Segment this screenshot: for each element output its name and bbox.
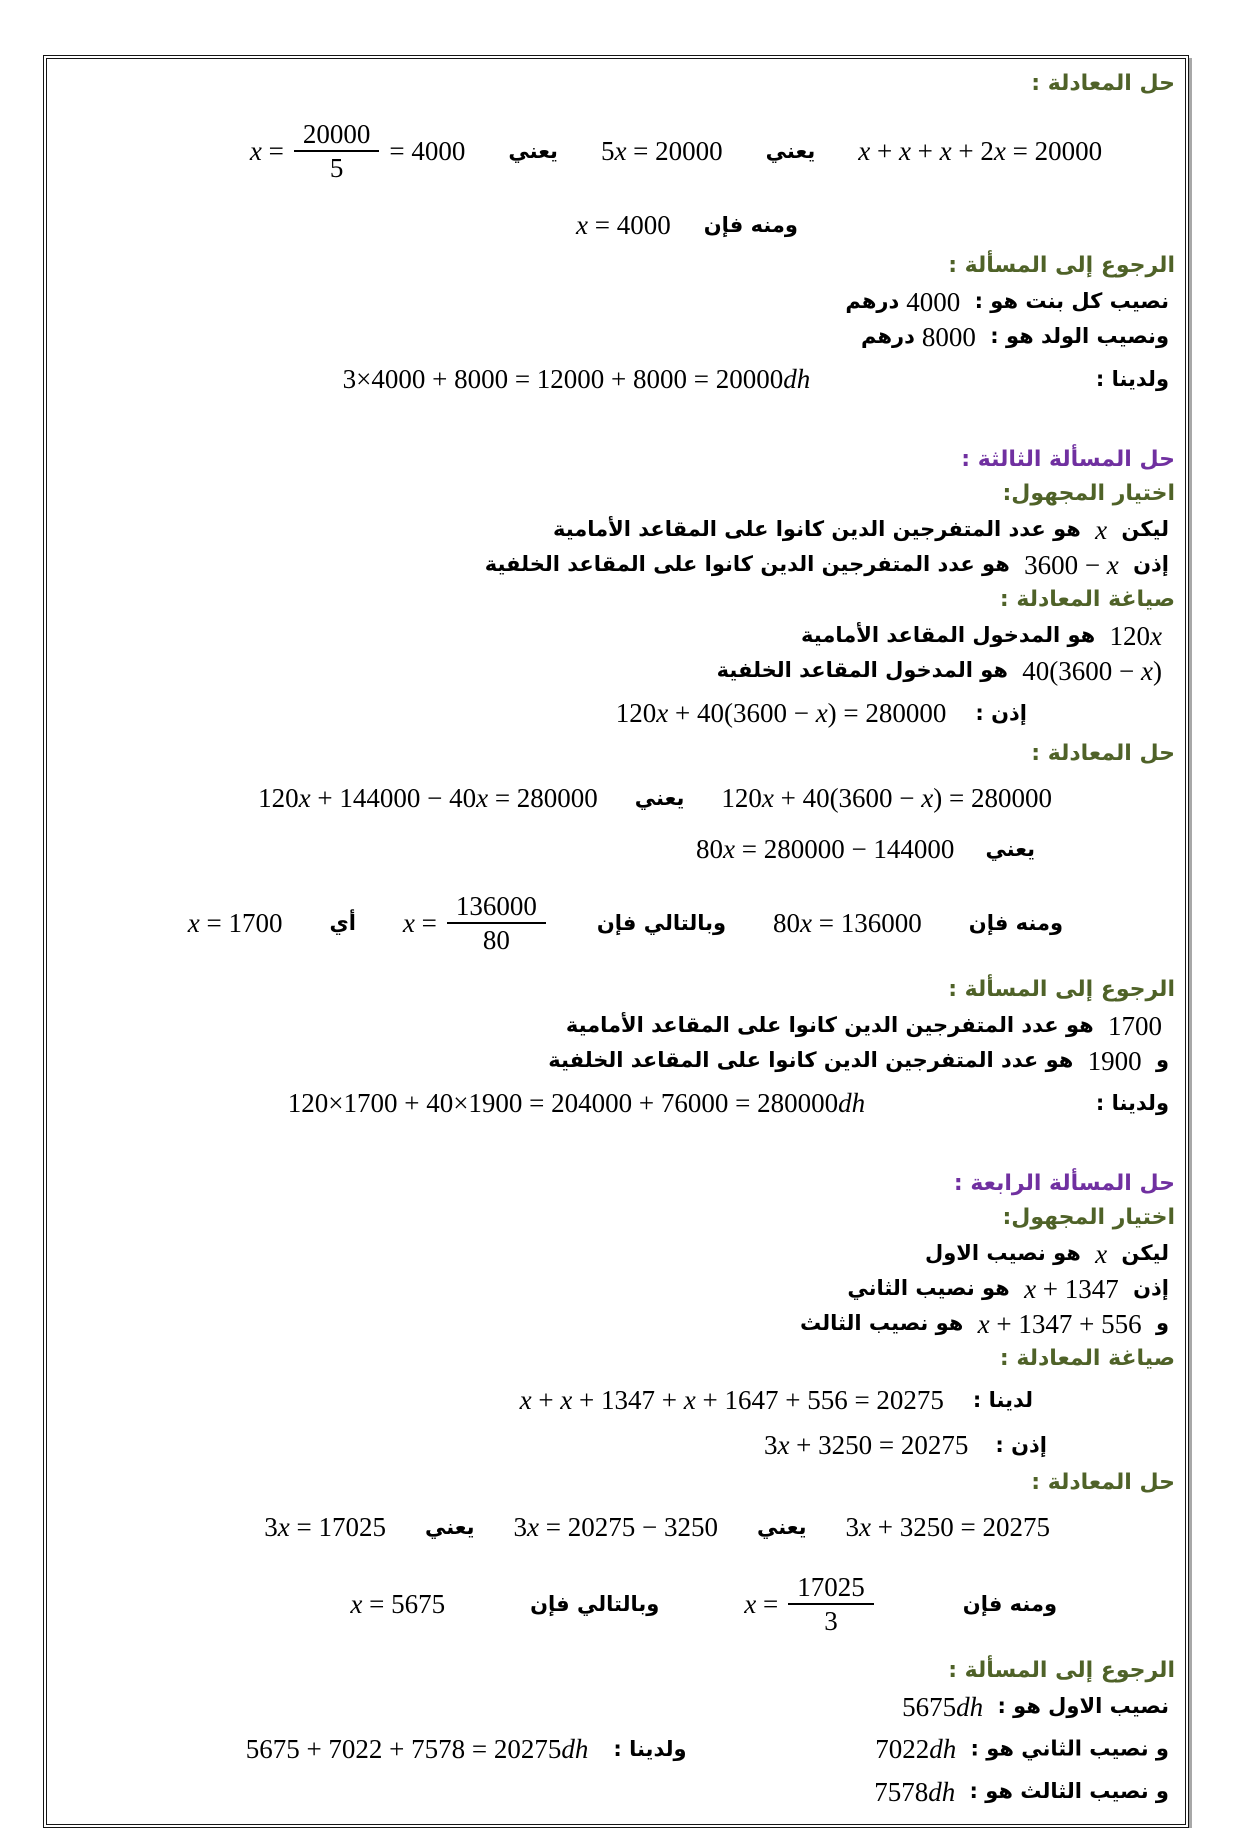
arabic-text: هو نصيب الاول [924,1241,1081,1265]
heading-solve-p3: حل المعادلة : [1031,741,1175,766]
document-frame [43,55,1189,1828]
equation-row-check-p2 [57,357,1175,401]
share-label: نصيب الاول هو : [997,1694,1169,1718]
arabic-word-have: لدينا : [972,1388,1033,1412]
arabic-text: ليكن [1121,517,1169,541]
share-value: 5675dh [902,1692,984,1722]
arabic-word-yaani: يعني [634,786,685,810]
share-value: 7022dh [875,1733,957,1764]
equation-row-have-p4 [57,1378,1175,1422]
heading-solve-equation-p2: حل المعادلة : [1031,71,1175,96]
equation-row-solution-p2 [57,103,1175,199]
math-expression: 40(3600 − x) [1022,656,1162,686]
math-expression: 120x [1109,621,1162,651]
math-expression: 3x + 3250 = 20275 [763,1429,969,1460]
arabic-word-hence: ومنه فإن [962,1592,1057,1616]
arabic-word-then: إذن : [995,1433,1047,1457]
line-first-share [57,1690,1175,1723]
line-son-share [57,320,1175,353]
equation-row-hence-p2 [57,203,1175,247]
fraction-numerator: 17025 [788,1572,874,1605]
arabic-word-yaani: يعني [756,1515,807,1539]
equation-row-hence-p4 [57,1556,1175,1652]
share-text [868,1734,1169,1765]
share-value: 4000 [906,287,961,317]
heading-formulate-p4: صياغة المعادلة : [999,1346,1175,1371]
math-expression: 3x = 17025 [264,1511,386,1542]
line-then-p3 [57,548,1175,581]
line-back-income [57,654,1175,687]
fraction [294,119,380,183]
arabic-word-yaani: يعني [508,139,558,163]
line-third-share [57,1775,1175,1808]
arabic-word-yaani: يعني [765,139,816,163]
heading-solve-p4: حل المعادلة : [1031,1470,1175,1495]
arabic-text: و [1155,1311,1169,1335]
math-expression: 120x + 40(3600 − x) = 280000 [721,782,1052,813]
arabic-word-ie: أي [329,911,356,935]
math-pre: x = [744,1588,779,1619]
math-expression: 5x = 20000 [600,135,723,166]
math-expression: 120x + 40(3600 − x) = 280000 [615,697,947,728]
share-label: نصيب كل بنت هو : [974,289,1169,313]
equation-row-then-p4 [57,1426,1175,1464]
arabic-text: و [1155,1048,1169,1072]
math-expression: 3600 − x [1024,550,1119,580]
line-third-share-def [57,1307,1175,1340]
equation-row-main-p3 [57,691,1175,735]
heading-problem4: حل المسألة الرابعة : [953,1171,1175,1196]
section-gap [57,405,1175,441]
line-let-x-p4 [57,1237,1175,1270]
line-daughter-share [57,285,1175,318]
arabic-word-hence: ومنه فإن [703,213,798,237]
fraction-numerator: 20000 [294,119,380,152]
math-expression: x = 4000 [576,209,671,240]
currency-word: درهم [845,289,900,313]
heading-return-p2: الرجوع إلى المسألة : [948,253,1175,278]
math-pre: x = [249,135,284,166]
share-value: 8000 [921,322,976,352]
arabic-text: ليكن [1121,1241,1169,1265]
math-expression: 5675 + 7022 + 7578 = 20275dh [245,1733,589,1764]
heading-choose-unknown-p3: اختيار المجهول: [1002,481,1175,506]
fraction-denominator: 80 [482,925,510,955]
line-back-count [57,1044,1175,1077]
equation-row-solve-p4 [57,1502,1175,1552]
check-label: ولدينا : [613,1737,687,1761]
arabic-text: هو عدد المتفرجين الدين كانوا على المقاعد الأمامية [565,1013,1094,1037]
arabic-text: هو المدخول المقاعد الأمامية [801,623,1096,647]
check-label: ولدينا : [1095,367,1169,391]
math-post: = 4000 [389,135,466,166]
math-expression: x + 1347 + 556 [977,1309,1142,1339]
math-expression: 120×1700 + 40×1900 = 204000 + 76000 = 280000dh [287,1087,866,1118]
fraction [447,891,546,955]
math-expression: 80x = 280000 − 144000 [695,833,955,864]
equation-row-expand-p3 [57,773,1175,823]
arabic-text: هو عدد المتفرجين الدين كانوا على المقاعد الأمامية [552,517,1081,541]
math-expression: x + x + x + 2x = 20000 [858,135,1103,166]
fraction-numerator: 136000 [447,891,546,924]
arabic-text: إذن [1133,1276,1169,1300]
math-expression: x + x + 1347 + x + 1647 + 556 = 20275 [519,1384,944,1415]
math-number: 1700 [1108,1011,1162,1041]
math-expression: x [1095,515,1108,545]
math-expression: x = 1700 [187,907,283,938]
math-expression: 3x + 3250 = 20275 [845,1511,1050,1542]
arabic-word-yaani: يعني [985,837,1035,861]
heading-problem3: حل المسألة الثالثة : [961,447,1175,472]
arabic-word-then: إذن : [975,701,1027,725]
math-expression: x + 1347 [1024,1274,1119,1304]
share-value: 7578dh [874,1777,956,1807]
line-let-x-p3 [57,513,1175,546]
arabic-text: هو المدخول المقاعد الخلفية [716,658,1008,682]
heading-choose-unknown-p4: اختيار المجهول: [1002,1205,1175,1230]
currency-word: درهم [861,324,915,348]
heading-return-p3: الرجوع إلى المسألة : [948,977,1175,1002]
line-front-count [57,1009,1175,1042]
math-fraction-expression [744,1572,877,1636]
share-label: و نصيب الثاني هو : [970,1736,1169,1760]
math-expression: 80x = 136000 [773,907,922,938]
math-fraction-expression [403,891,550,955]
arabic-text: هو نصيب الثاني [847,1276,1010,1300]
math-expression: 3×4000 + 8000 = 12000 + 8000 = 20000dh [342,363,811,394]
line-second-share-def [57,1272,1175,1305]
equation-row-hence-p3 [57,875,1175,971]
arabic-word-hence: ومنه فإن [968,911,1063,935]
check-group [239,1734,687,1765]
equation-row-simplify-p3 [57,827,1175,871]
check-label: ولدينا : [1095,1091,1169,1115]
heading-return-p4: الرجوع إلى المسألة : [948,1658,1175,1683]
math-expression: 3x = 20275 − 3250 [513,1511,718,1542]
math-fraction-expression [250,119,465,183]
share-label: ونصيب الولد هو : [990,324,1169,348]
arabic-word-yaani: يعني [424,1515,475,1539]
math-number: 1900 [1087,1046,1142,1076]
arabic-text: إذن [1133,552,1169,576]
arabic-text: هو عدد المتفرجين الدين كانوا على المقاعد الخلفية [484,552,1010,576]
fraction [788,1572,874,1636]
arabic-text: هو نصيب الثالث [799,1311,964,1335]
section-gap [57,1129,1175,1165]
math-expression: 120x + 144000 − 40x = 280000 [258,782,598,813]
math-expression: x [1095,1239,1108,1269]
fraction-denominator: 3 [824,1606,838,1636]
arabic-text: هو عدد المتفرجين الدين كانوا على المقاعد الخلفية [548,1048,1074,1072]
line-second-share [57,1727,1175,1771]
heading-formulate-p3: صياغة المعادلة : [999,587,1175,612]
line-front-income [57,619,1175,652]
equation-row-check-p3 [57,1081,1175,1125]
arabic-word-therefore: وبالتالي فإن [596,911,727,935]
fraction-denominator: 5 [329,153,344,183]
math-expression: x = 5675 [350,1588,446,1619]
share-label: و نصيب الثالث هو : [969,1779,1169,1803]
math-pre: x = [402,907,437,938]
arabic-word-therefore: وبالتالي فإن [530,1592,660,1616]
